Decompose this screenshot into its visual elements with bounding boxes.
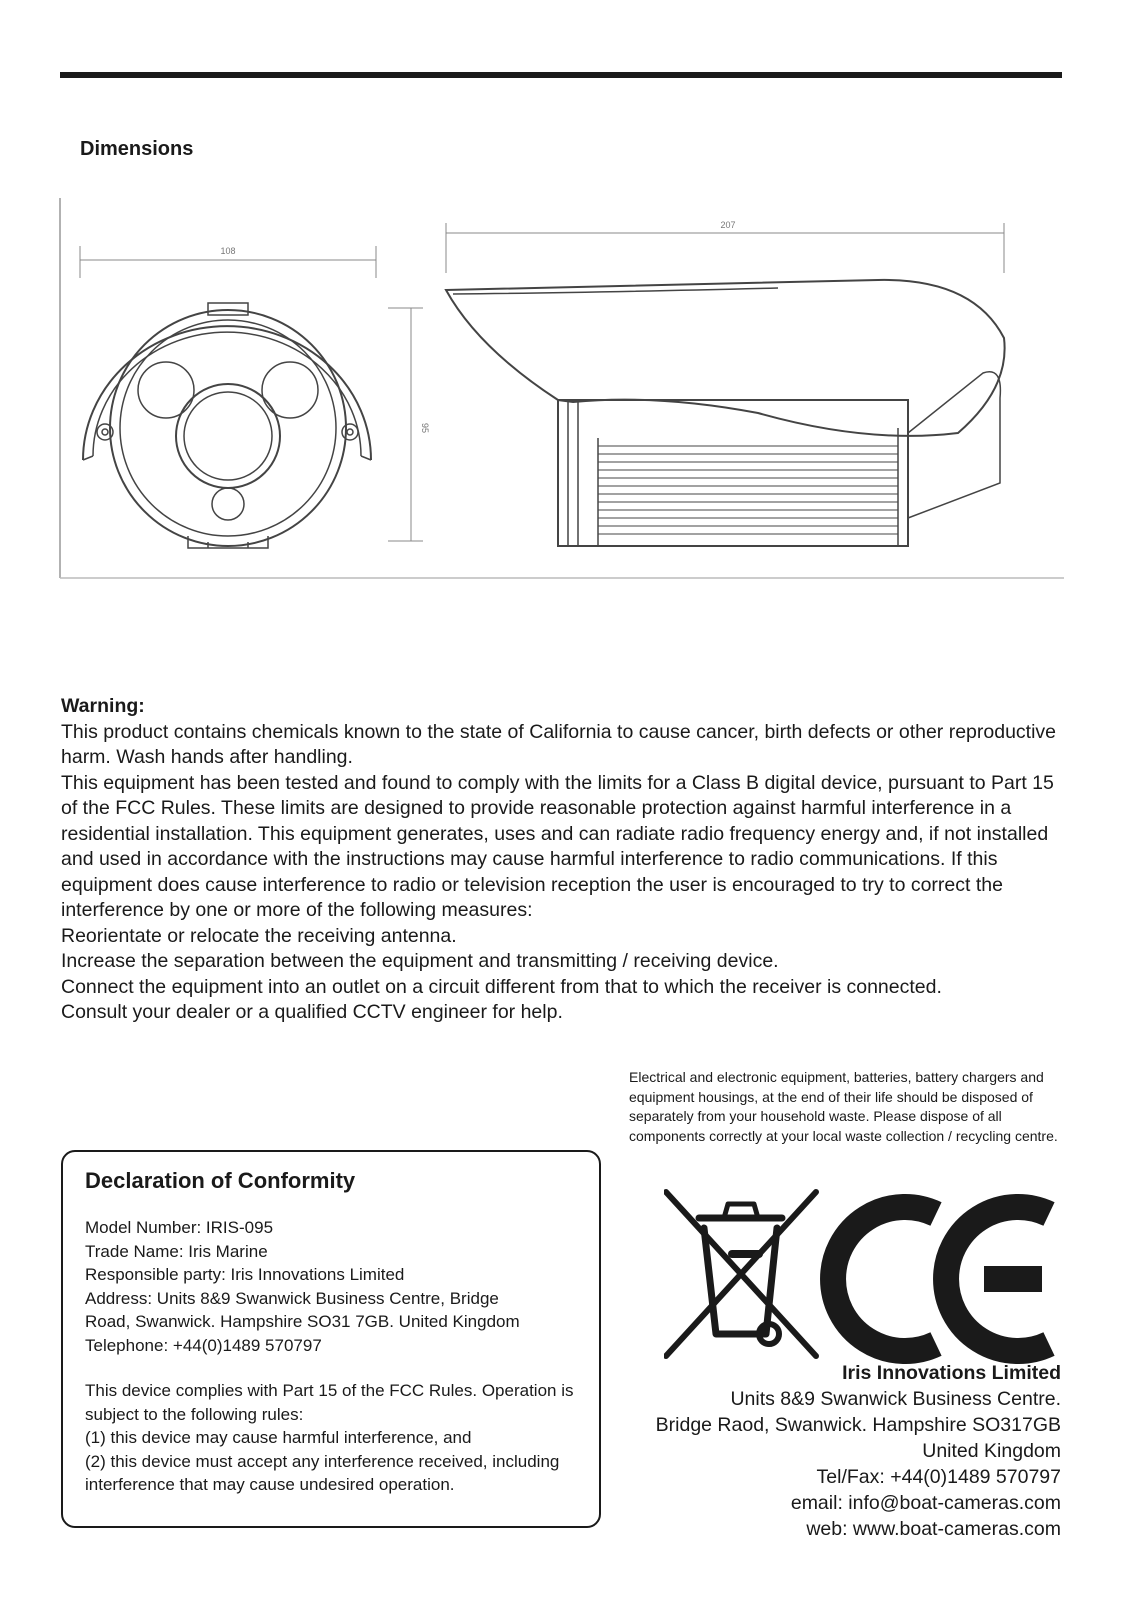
company-address-line-2: Bridge Raod, Swanwick. Hampshire SO317GB bbox=[655, 1414, 1061, 1436]
declaration-compliance bbox=[85, 1379, 579, 1497]
warning-paragraph: Increase the separation between the equipment and transmitting / receiving device. bbox=[61, 950, 779, 972]
company-web: web: www.boat-cameras.com bbox=[806, 1518, 1061, 1540]
warning-paragraph: Reorientate or relocate the receiving antenna. bbox=[61, 924, 457, 947]
warning-section bbox=[61, 694, 1071, 1026]
front-height-label: 95 bbox=[420, 422, 430, 434]
company-name: Iris Innovations Limited bbox=[842, 1362, 1061, 1384]
ce-mark-icon bbox=[833, 1207, 1049, 1351]
compliance-rule: (1) this device may cause harmful interference, and bbox=[85, 1428, 472, 1447]
company-email: email: info@boat-cameras.com bbox=[790, 1492, 1061, 1514]
telephone: Telephone: +44(0)1489 570797 bbox=[85, 1335, 322, 1355]
warning-paragraph: This product contains chemicals known to the state of California to cause cancer, birth defects or other reproductive harm. Wash hands after handling. bbox=[61, 720, 1057, 768]
warning-paragraph: This equipment has been tested and found to comply with the limits for a Class B digital device, pursuant to Part 15 of the FCC Rules. These limits are designed to provide reasonable protection against harmful interference in a residential installation. This equipment generates, uses and can radiate radio frequency energy and, if not installed and used in accordance with the instructions may cause harmful interference to radio communications. If this equipment does cause interference to radio or television reception the user is encouraged to try to correct the interference by one or more of the following measures: bbox=[61, 771, 1054, 921]
company-phone: Tel/Fax: +44(0)1489 570797 bbox=[816, 1466, 1061, 1488]
address-line-2: Road, Swanwick. Hampshire SO31 7GB. United Kingdom bbox=[85, 1312, 520, 1331]
declaration-details bbox=[85, 1216, 579, 1357]
model-number: Model Number: IRIS-095 bbox=[85, 1218, 274, 1237]
company-country: United Kingdom bbox=[922, 1440, 1061, 1462]
warning-paragraph: Consult your dealer or a qualified CCTV engineer for help. bbox=[61, 1001, 563, 1023]
company-address-line-1: Units 8&9 Swanwick Business Centre. bbox=[730, 1388, 1061, 1410]
trade-name: Trade Name: Iris Marine bbox=[85, 1241, 268, 1261]
top-rule bbox=[60, 72, 1062, 78]
address-line-1: Address: Units 8&9 Swanwick Business Centre, Bridge bbox=[85, 1288, 499, 1308]
warning-heading: Warning: bbox=[61, 695, 145, 717]
company-contact bbox=[656, 1360, 1061, 1542]
dimensions-heading: Dimensions bbox=[80, 138, 194, 160]
declaration-box bbox=[61, 1150, 601, 1528]
side-length-label: 207 bbox=[720, 220, 736, 230]
responsible-party: Responsible party: Iris Innovations Limited bbox=[85, 1265, 405, 1284]
compliance-statement: This device complies with Part 15 of the FCC Rules. Operation is subject to the following rules: bbox=[85, 1381, 574, 1424]
compliance-logos bbox=[664, 1184, 1064, 1364]
weee-bin-icon bbox=[666, 1192, 816, 1356]
weee-notice: Electrical and electronic equipment, batteries, battery chargers and equipment housings, at the end of their life should be disposed of separately from your household waste. Please dispose of all components correctly at your local waste collection / recycling centre. bbox=[629, 1069, 1058, 1144]
warning-paragraph: Connect the equipment into an outlet on a circuit different from that to which the receiver is connected. bbox=[61, 975, 942, 998]
declaration-title: Declaration of Conformity bbox=[85, 1168, 356, 1193]
compliance-rule: (2) this device must accept any interference received, including interference that may cause undesired operation. bbox=[85, 1451, 560, 1494]
dimensions-drawing bbox=[58, 198, 1064, 590]
front-width-label: 108 bbox=[220, 246, 236, 256]
